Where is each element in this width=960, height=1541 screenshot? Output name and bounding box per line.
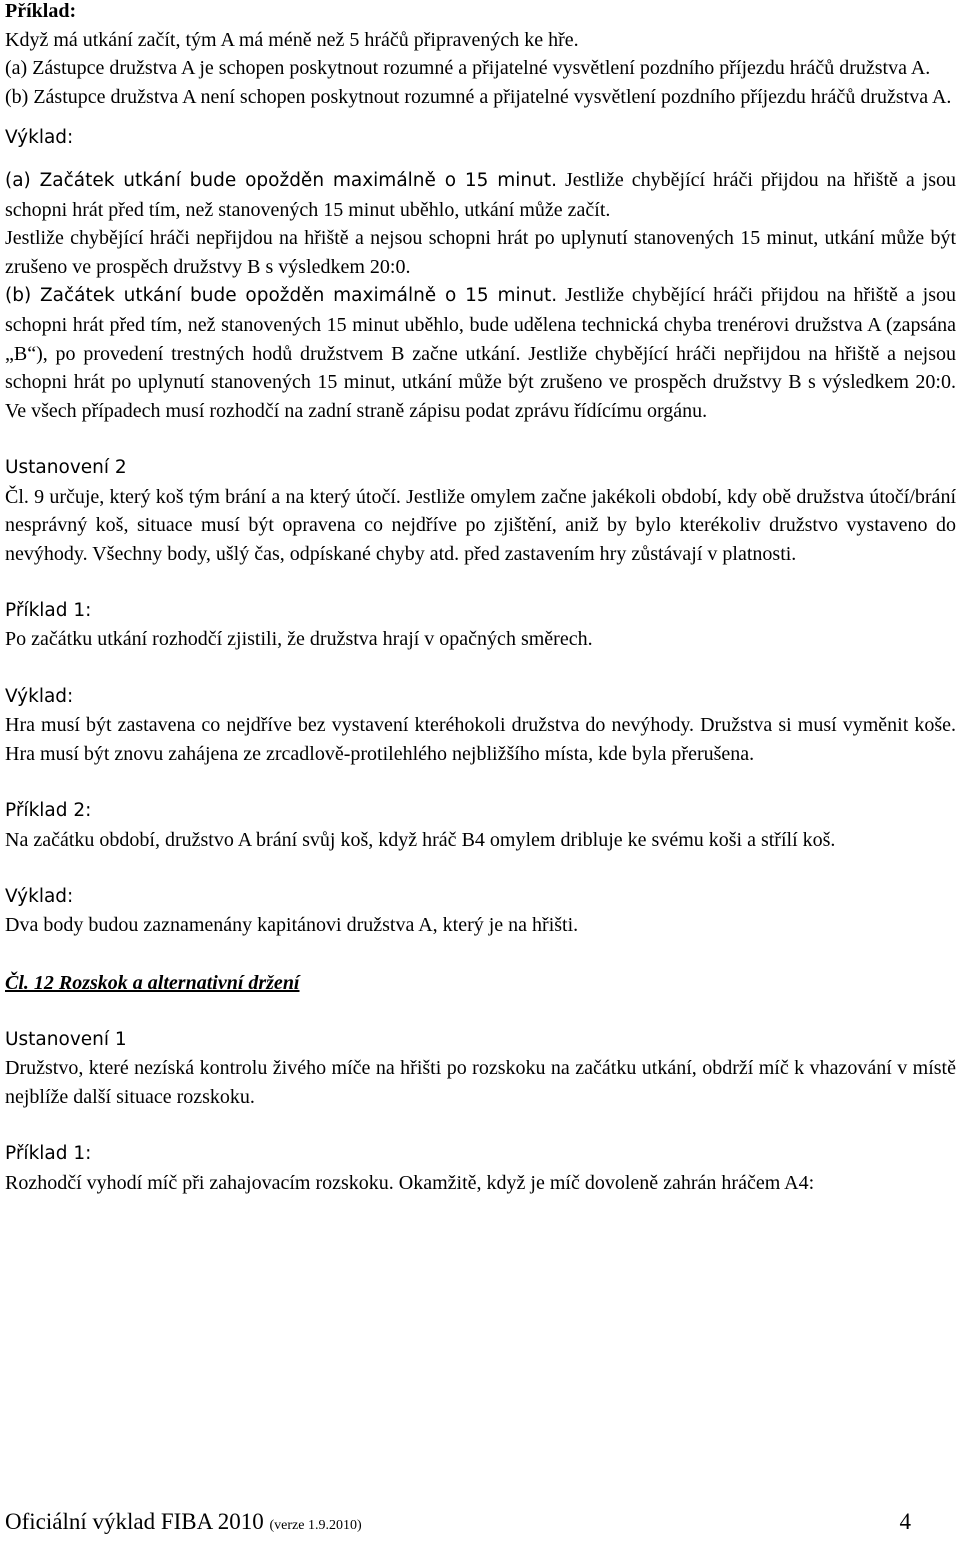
footer-title: Oficiální výklad FIBA 2010 [5, 1509, 264, 1534]
interpretation-case-b-rest: Jestliže chybějící hráči přijdou na hřiště a jsou schopni hrát před tím, než stanovených 15 minut uběhlo, bude udělena technická chyba trenérovi družstva A (zapsána „B“), po provedení trestných hodů družstvem B začne utkání. [5, 284, 956, 365]
spacer [5, 111, 956, 124]
spacer [5, 997, 956, 1026]
interpretation-case-a-tail: Jestliže chybějící hráči nepřijdou na hřiště a nejsou schopni hrát po uplynutí stanovených 15 minut, utkání může být zrušeno ve prospěch družstvy B s výsledkem 20:0. [5, 227, 956, 278]
example-text: Když má utkání začít, tým A má méně než 5 hráčů připravených ke hře. [5, 28, 579, 51]
example-1-label: Příklad 1: [5, 599, 92, 621]
spacer [5, 854, 956, 883]
example-label: Příklad: [5, 0, 77, 22]
spacer [5, 940, 956, 969]
interpretation-case-b-tail: Jestliže chybějící hráči nepřijdou na hřiště a nejsou schopni hrát po uplynutí stanovených 15 minut, utkání může být zrušeno ve prospěch družstvy B s výsledkem 20:0. Ve všech případech musí rozhodčí na zadní straně zápisu podat zprávu řídícímu orgánu. [5, 342, 956, 422]
article-12-heading: Čl. 12 Rozskok a alternativní držení [5, 971, 300, 994]
interpretation-case-a-lead: (a) Začátek utkání bude opožděn maximálně o 15 minut. [5, 169, 557, 191]
example-2-label: Příklad 2: [5, 800, 92, 822]
interpretation-3-text: Dva body budou zaznamenány kapitánovi družstva A, který je na hřišti. [5, 914, 579, 937]
provision-2-text: Čl. 9 určuje, který koš tým brání a na který útočí. Jestliže omylem začne jakékoli období, kdy obě družstva útočí/brání nesprávný koš, situace musí být opravena co nejdříve po zjištění, aniž by bylo kterékoliv družstvo vystaveno do nevýhody. Všechny body, ušlý čas, odpískané chyby atd. před zastavením hry zůstávají v platnosti. [5, 485, 956, 565]
example-case-a: (a) Zástupce družstva A je schopen poskytnout rozumné a přijatelné vysvětlení pozdního příjezdu hráčů družstva A. [5, 57, 931, 80]
interpretation-case-a [5, 166, 956, 224]
provision-1-text: Družstvo, které nezíská kontrolu živého míče na hřišti po rozskoku na začátku utkání, obdrží míč k vhazování v místě nejblíže další situace rozskoku. [5, 1057, 956, 1108]
provision-2-label: Ustanovení 2 [5, 456, 127, 478]
provision-1-label: Ustanovení 1 [5, 1028, 127, 1050]
footer-version: (verze 1.9.2010) [269, 1518, 362, 1533]
interpretation-case-a-rest: Jestliže chybějící hráči přijdou na hřiště a jsou schopni hrát před tím, než stanovených 15 minut uběhlo, utkání může začít. [5, 168, 956, 221]
example-3-label: Příklad 1: [5, 1143, 92, 1165]
interpretation-3-label: Výklad: [5, 885, 74, 907]
spacer [5, 1112, 956, 1141]
interpretation-case-b-lead: (b) Začátek utkání bude opožděn maximálně o 15 minut. [5, 285, 558, 307]
document-page [5, 0, 956, 1197]
spacer [5, 768, 956, 797]
spacer [5, 425, 956, 454]
spacer [5, 568, 956, 597]
page-footer [5, 1508, 956, 1540]
spacer [5, 654, 956, 683]
page-number: 4 [899, 1509, 911, 1534]
interpretation-label: Výklad: [5, 127, 74, 149]
interpretation-case-b [5, 281, 956, 425]
example-case-b: (b) Zástupce družstva A není schopen poskytnout rozumné a přijatelné vysvětlení pozdního příjezdu hráčů družstva A. [5, 85, 952, 108]
example-2-text: Na začátku období, družstvo A brání svůj koš, když hráč B4 omylem dribluje ke svému koši a střílí koš. [5, 828, 836, 851]
example-1-text: Po začátku utkání rozhodčí zjistili, že družstva hrají v opačných směrech. [5, 628, 593, 651]
example-3-text: Rozhodčí vyhodí míč při zahajovacím rozskoku. Okamžitě, když je míč dovoleně zahrán hráčem A4: [5, 1171, 815, 1194]
interpretation-2-text: Hra musí být zastavena co nejdříve bez vystavení kteréhokoli družstva do nevýhody. Družstva si musí vyměnit koše. Hra musí být znovu zahájena ze zrcadlově-protilehlého nejbližšího místa, kde byla přerušena. [5, 714, 956, 765]
interpretation-2-label: Výklad: [5, 685, 74, 707]
spacer [5, 153, 956, 166]
